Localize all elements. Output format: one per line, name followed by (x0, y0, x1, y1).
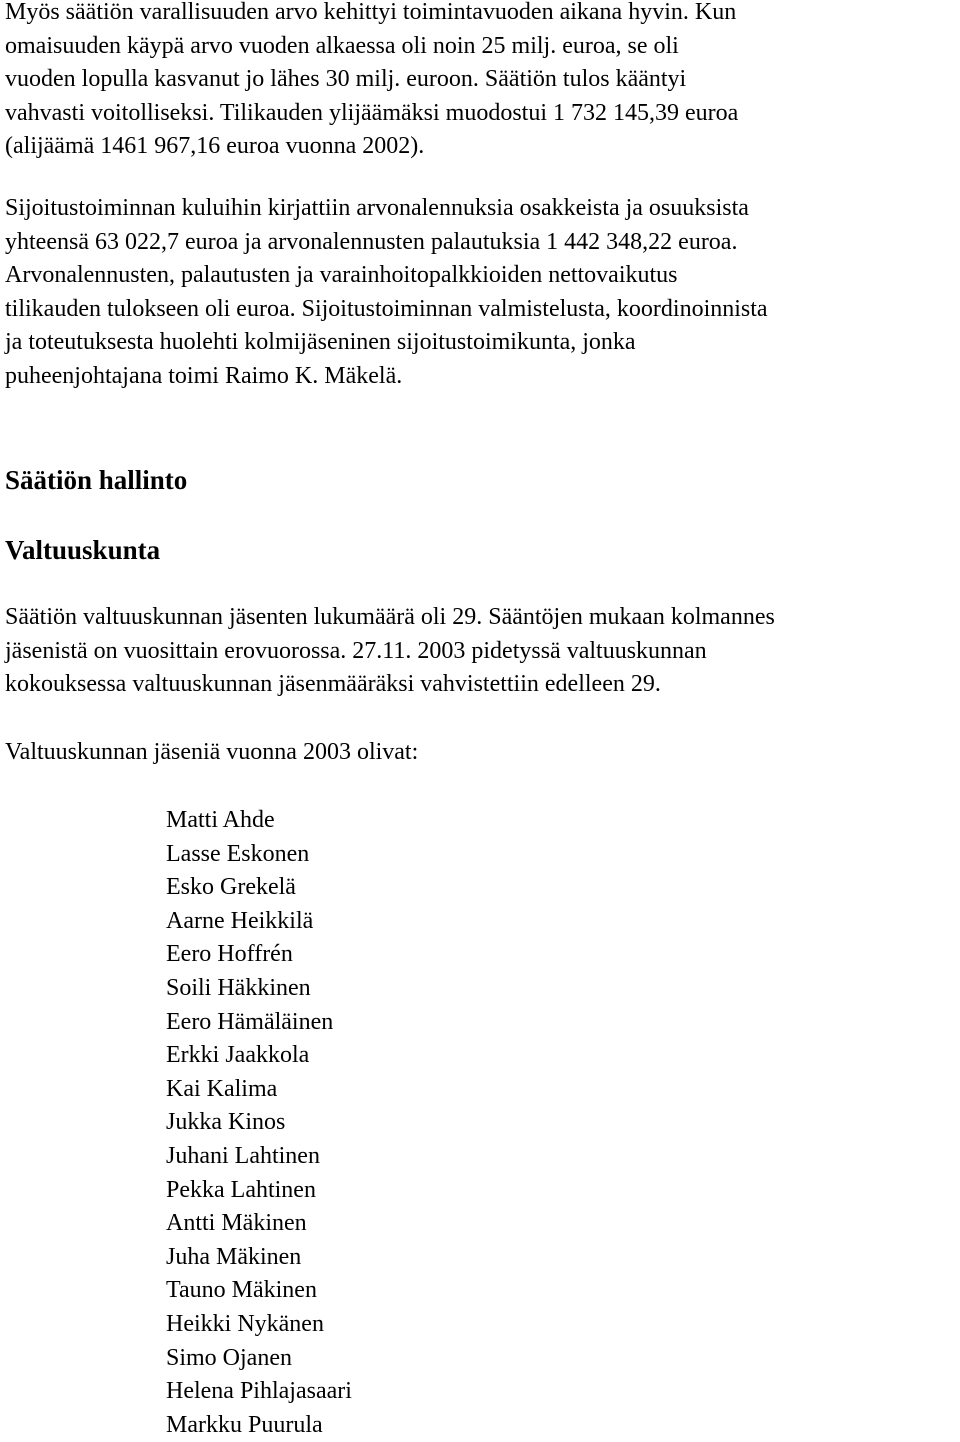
members-intro: Valtuuskunnan jäseniä vuonna 2003 olivat: (5, 739, 419, 765)
list-item: Juha Mäkinen (166, 1243, 302, 1270)
list-item: Tauno Mäkinen (166, 1277, 317, 1304)
member-list (166, 804, 352, 1442)
text-line: vahvasti voitolliseksi. Tilikauden ylijäämäksi muodostui 1 732 145,39 euroa (5, 99, 739, 126)
list-item: Matti Ahde (166, 807, 275, 833)
list-item: Aarne Heikkilä (166, 907, 314, 934)
text-line: kokouksessa valtuuskunnan jäsenmääräksi vahvistettiin edelleen 29. (5, 671, 661, 698)
list-item: Eero Hämäläinen (166, 1008, 334, 1035)
subsection-heading: Valtuuskunta (5, 535, 161, 565)
list-item: Juhani Lahtinen (166, 1142, 320, 1169)
list-item: Soili Häkkinen (166, 974, 311, 1001)
text-line: tilikauden tulokseen oli euroa. Sijoitustoiminnan valmistelusta, koordinoinnista (5, 295, 768, 322)
list-item: Lasse Eskonen (166, 840, 310, 867)
paragraph-council (5, 601, 775, 702)
list-item: Erkki Jaakkola (166, 1042, 310, 1069)
list-item: Simo Ojanen (166, 1344, 292, 1371)
paragraph-assets (5, 0, 738, 164)
text-line: Myös säätiön varallisuuden arvo kehittyi toimintavuoden aikana hyvin. Kun (5, 0, 737, 25)
list-item: Esko Grekelä (166, 874, 296, 901)
text-line: vuoden lopulla kasvanut jo lähes 30 milj. euroon. Säätiön tulos kääntyi (5, 66, 687, 93)
text-line: ja toteutuksesta huolehti kolmijäseninen sijoitustoimikunta, jonka (5, 329, 636, 356)
paragraph-investments (5, 192, 768, 394)
text-line: yhteensä 63 022,7 euroa ja arvonalennusten palautuksia 1 442 348,22 euroa. (5, 228, 738, 255)
list-item: Helena Pihlajasaari (166, 1378, 352, 1405)
list-item: Antti Mäkinen (166, 1210, 307, 1237)
text-line: Sijoitustoiminnan kuluihin kirjattiin arvonalennuksia osakkeista ja osuuksista (5, 195, 749, 221)
section-heading: Säätiön hallinto (5, 465, 188, 495)
text-line: Säätiön valtuuskunnan jäsenten lukumäärä oli 29. Sääntöjen mukaan kolmannes (5, 604, 775, 630)
text-line: puheenjohtajana toimi Raimo K. Mäkelä. (5, 362, 403, 389)
list-item: Heikki Nykänen (166, 1310, 324, 1337)
list-item: Jukka Kinos (166, 1109, 286, 1136)
list-item: Pekka Lahtinen (166, 1176, 316, 1203)
list-item: Markku Puurula (166, 1411, 323, 1438)
text-line: (alijäämä 1461 967,16 euroa vuonna 2002). (5, 133, 425, 160)
list-item: Kai Kalima (166, 1075, 278, 1102)
text-line: jäsenistä on vuosittain erovuorossa. 27.11. 2003 pidetyssä valtuuskunnan (5, 637, 707, 664)
text-line: omaisuuden käypä arvo vuoden alkaessa oli noin 25 milj. euroa, se oli (5, 32, 679, 59)
text-line: Arvonalennusten, palautusten ja varainhoitopalkkioiden nettovaikutus (5, 262, 678, 289)
list-item: Eero Hoffrén (166, 941, 293, 968)
